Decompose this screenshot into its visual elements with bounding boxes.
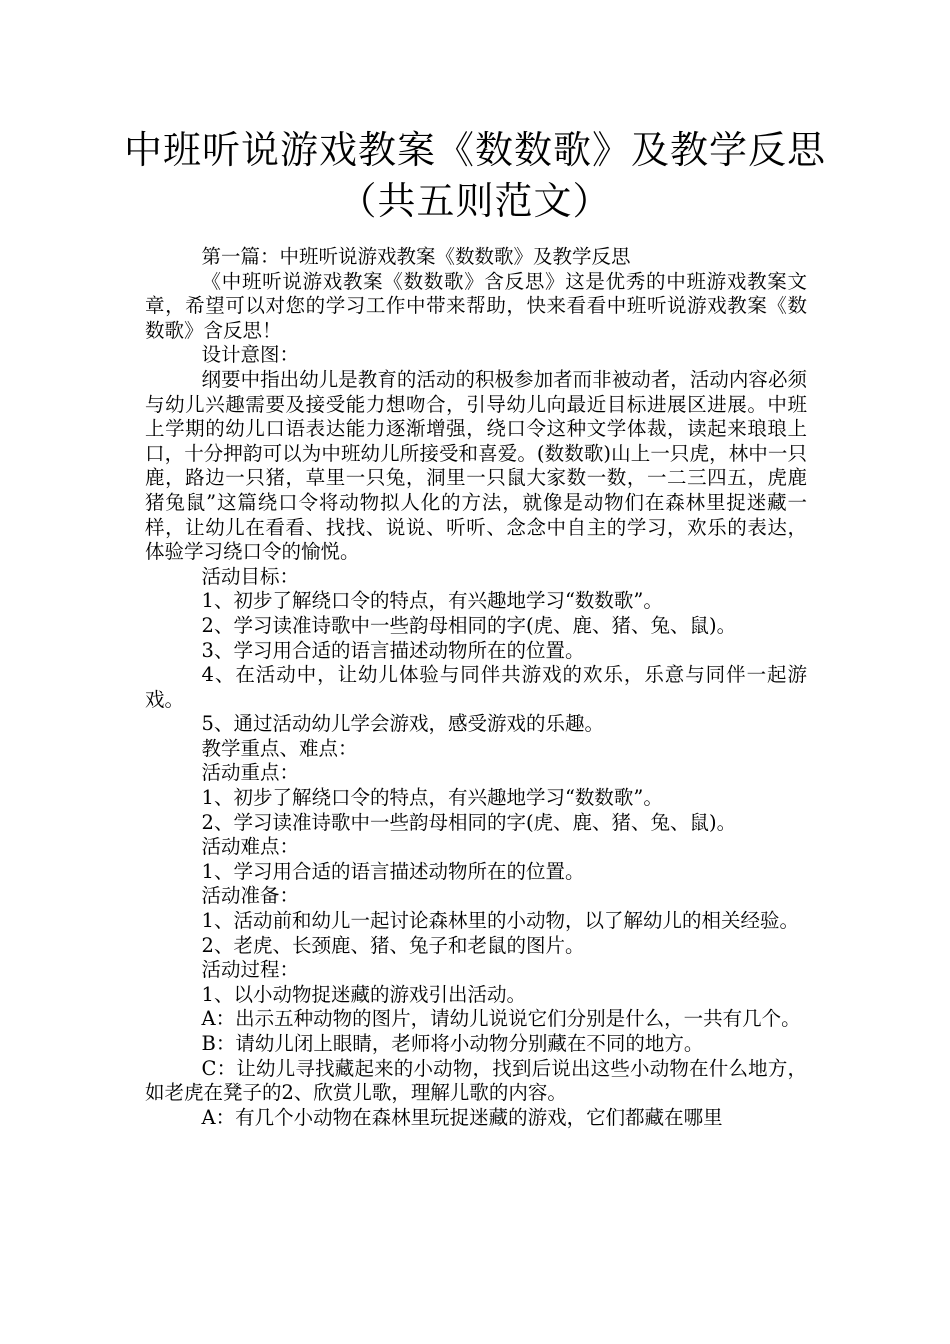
paragraph: 5、通过活动幼儿学会游戏，感受游戏的乐趣。 <box>201 712 604 736</box>
paragraph: 1、初步了解绕口令的特点，有兴趣地学习“数数歌”。 <box>201 786 663 810</box>
paragraph: 纲要中指出幼儿是教育的活动的积极参加者而非被动者，活动内容必须与幼儿兴趣需要及接受能力想吻合，引导幼儿向最近目标进展区进展。中班上学期的幼儿口语表达能力逐渐增强，绕口令这种文学体裁，读起来琅琅上口，十分押韵可以为中班幼儿所接受和喜爱。(数数歌)山上一只虎，林中一只鹿，路边一只猪，草里一只兔，洞里一只鼠大家数一数，一二三四五，虎鹿猪兔鼠”这篇绕口令将动物拟人化的方法，就像是动物们在森林里捉迷藏一样，让幼儿在看看、找找、说说、听听、念念中自主的学习，欢乐的表达，体验学习绕口令的愉悦。 <box>145 367 807 564</box>
paragraph: 2、学习读准诗歌中一些韵母相同的字(虎、鹿、猪、兔、鼠)。 <box>201 810 737 834</box>
paragraph: B：请幼儿闭上眼睛，老师将小动物分别藏在不同的地方。 <box>201 1032 704 1055</box>
paragraph: 3、学习用合适的语言描述动物所在的位置。 <box>201 638 585 662</box>
paragraph: 《中班听说游戏教案《数数歌》含反思》这是优秀的中班游戏教案文章，希望可以对您的学习工作中带来帮助，快来看看中班听说游戏教案《数数歌》含反思！ <box>145 269 807 342</box>
paragraph: 1、活动前和幼儿一起讨论森林里的小动物，以了解幼儿的相关经验。 <box>201 909 799 933</box>
document-body <box>145 245 807 1130</box>
document-title: 中班听说游戏教案《数数歌》及教学反思 <box>123 128 826 172</box>
paragraph: 1、初步了解绕口令的特点，有兴趣地学习“数数歌”。 <box>201 589 663 613</box>
paragraph: 2、老虎、长颈鹿、猪、兔子和老鼠的图片。 <box>201 933 585 957</box>
paragraph: 第一篇：中班听说游戏教案《数数歌》及教学反思 <box>201 245 631 268</box>
paragraph: 设计意图： <box>201 343 300 367</box>
paragraph: 活动准备： <box>201 884 300 908</box>
paragraph: 活动重点： <box>201 761 300 785</box>
paragraph: 教学重点、难点： <box>201 736 358 760</box>
paragraph: A：有几个小动物在森林里玩捉迷藏的游戏，它们都藏在哪里 <box>201 1105 723 1129</box>
paragraph: A：出示五种动物的图片，请幼儿说说它们分别是什么，一共有几个。 <box>201 1007 801 1031</box>
document-subtitle: （共五则范文） <box>338 179 612 223</box>
paragraph: 活动目标： <box>201 564 300 588</box>
paragraph: 活动过程： <box>201 958 300 982</box>
paragraph: 4、在活动中，让幼儿体验与同伴共游戏的欢乐，乐意与同伴一起游戏。 <box>145 663 807 711</box>
paragraph: 1、以小动物捉迷藏的游戏引出活动。 <box>201 982 526 1006</box>
paragraph: C：让幼儿寻找藏起来的小动物，找到后说出这些小动物在什么地方，如老虎在凳子的2、欣赏儿歌，理解儿歌的内容。 <box>145 1056 807 1105</box>
paragraph: 1、学习用合适的语言描述动物所在的位置。 <box>201 859 585 883</box>
paragraph: 2、学习读准诗歌中一些韵母相同的字(虎、鹿、猪、兔、鼠)。 <box>201 613 737 637</box>
paragraph: 活动难点： <box>201 835 300 859</box>
